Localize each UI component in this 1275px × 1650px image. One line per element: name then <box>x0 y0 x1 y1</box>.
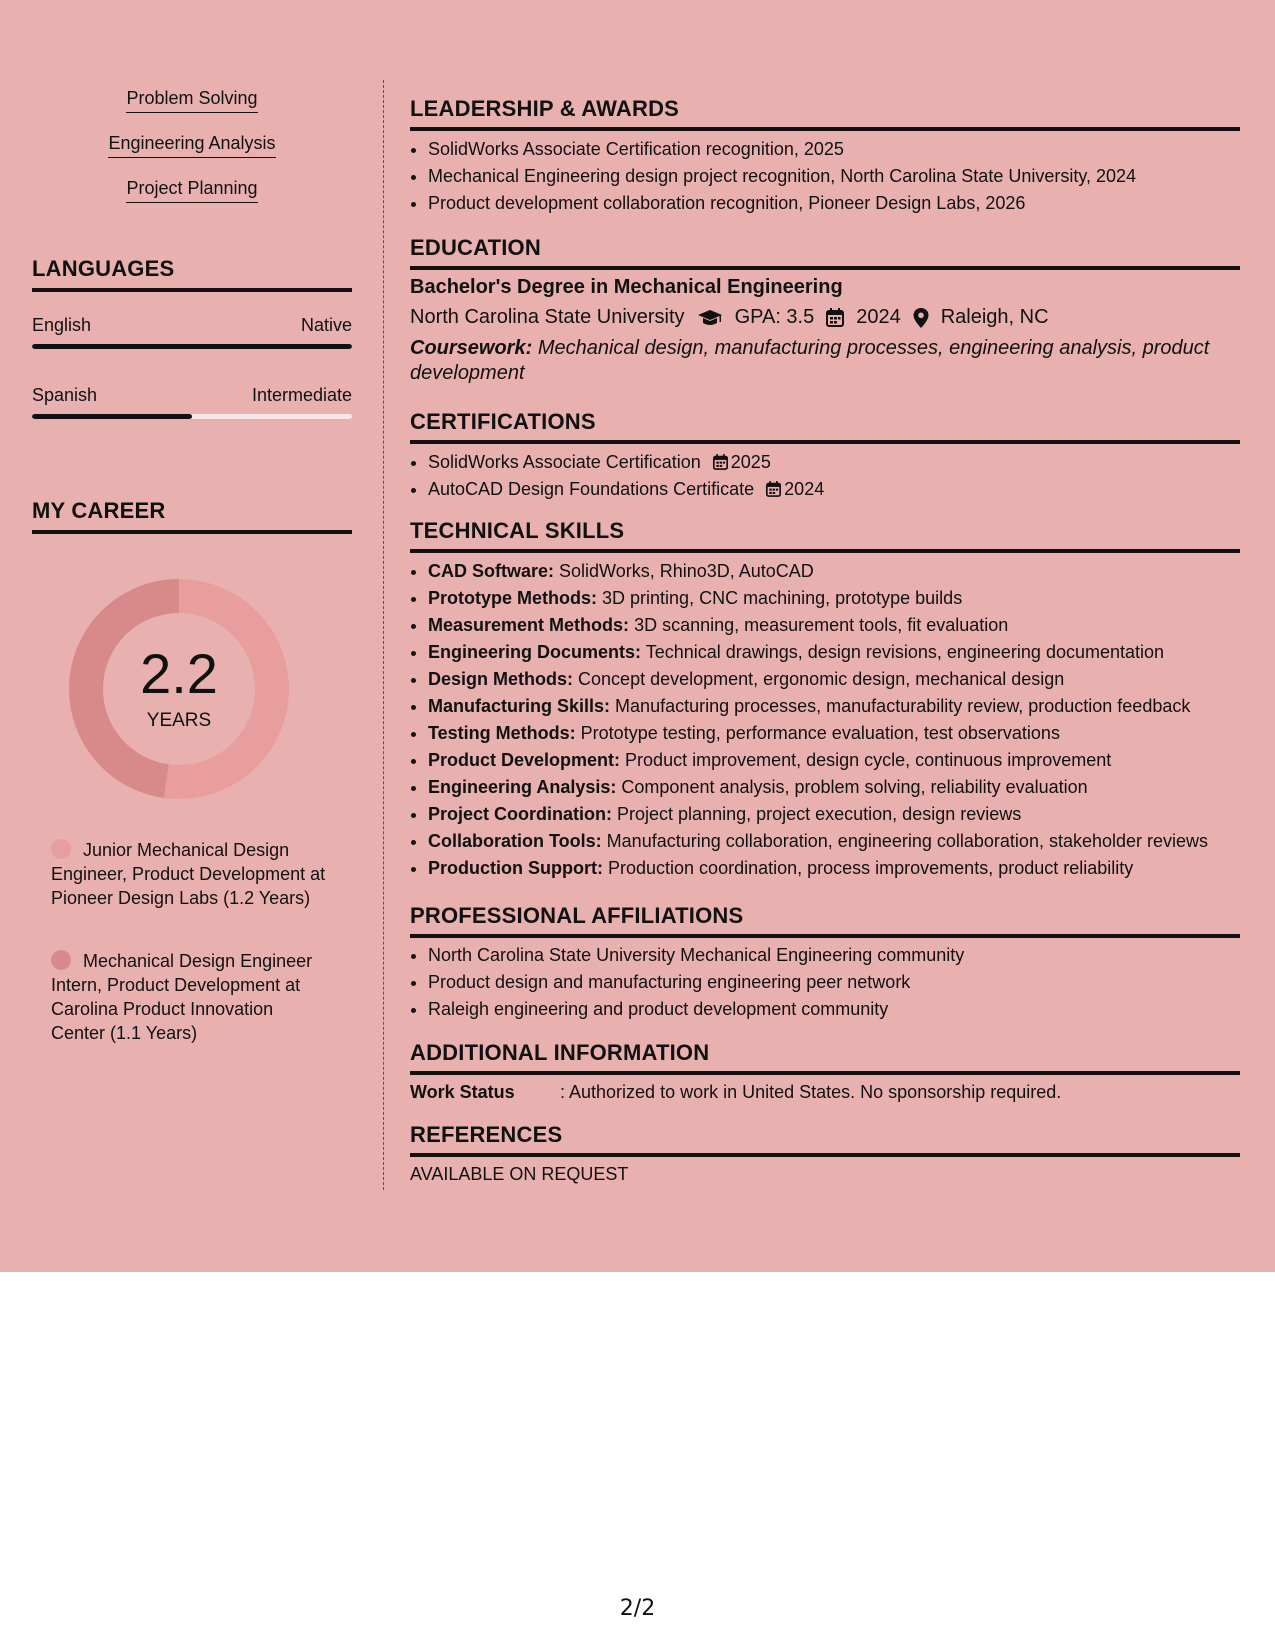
skill-value: Production coordination, process improvements, product reliability <box>608 858 1134 878</box>
list-item <box>428 558 1240 585</box>
skill-label: Testing Methods: <box>428 723 576 743</box>
list-item: • Product design and manufacturing engineering peer network <box>428 969 1240 996</box>
skill-value: Project planning, project execution, design reviews <box>617 804 1022 824</box>
language-level: Native <box>300 315 352 335</box>
education-heading: EDUCATION <box>410 235 1240 270</box>
list-item <box>428 693 1240 720</box>
list-item <box>428 720 1240 747</box>
page-number: 2/2 <box>619 1596 656 1621</box>
list-item <box>428 585 1240 612</box>
list-item <box>428 828 1240 855</box>
skill-tag <box>32 178 352 203</box>
education-gpa: GPA: 3.5 <box>734 306 815 328</box>
skill-value: Manufacturing processes, manufacturability review, production feedback <box>615 696 1191 716</box>
skill-label: Measurement Methods: <box>428 615 630 635</box>
skill-value: 3D printing, CNC machining, prototype builds <box>602 588 963 608</box>
language-level: Intermediate <box>251 385 352 405</box>
list-item: • Mechanical Engineering design project recognition, North Carolina State University, 2024 <box>428 163 1240 190</box>
list-item: • Raleigh engineering and product development community <box>428 996 1240 1023</box>
affiliations-list <box>410 942 1240 1023</box>
certification-year: 2025 <box>730 452 771 472</box>
education-year: 2024 <box>856 306 901 328</box>
language-bar <box>32 344 352 349</box>
list-item <box>428 801 1240 828</box>
skill-value: 3D scanning, measurement tools, fit evaluation <box>634 615 1009 635</box>
certifications-heading: CERTIFICATIONS <box>410 409 1240 444</box>
skill-value: Manufacturing collaboration, engineering collaboration, stakeholder reviews <box>606 831 1209 851</box>
skill-value: SolidWorks, Rhino3D, AutoCAD <box>559 561 814 581</box>
list-item <box>428 666 1240 693</box>
education-meta <box>410 306 1049 329</box>
list-item <box>428 774 1240 801</box>
language-bar-fill <box>32 414 192 419</box>
career-legend-dot <box>51 839 71 859</box>
calendar-icon <box>713 454 728 470</box>
skill-value: Technical drawings, design revisions, engineering documentation <box>645 642 1165 662</box>
skill-value: Prototype testing, performance evaluation, test observations <box>580 723 1060 743</box>
languages-heading: LANGUAGES <box>32 256 352 292</box>
skill-label: Manufacturing Skills: <box>428 696 611 716</box>
list-item <box>428 612 1240 639</box>
calendar-icon <box>766 481 781 497</box>
skill-value: Concept development, ergonomic design, mechanical design <box>578 669 1065 689</box>
calendar-icon <box>826 308 844 327</box>
column-divider <box>383 80 384 1190</box>
list-item <box>428 449 1240 476</box>
certification-name: SolidWorks Associate Certification <box>428 452 701 472</box>
career-total-unit: YEARS <box>146 710 212 731</box>
skill-label: Product Development: <box>428 750 621 770</box>
technical-skills-list <box>410 558 1240 882</box>
skill-tag-label: Problem Solving <box>126 88 257 113</box>
skill-label: Design Methods: <box>428 669 574 689</box>
skill-label: Production Support: <box>428 858 603 878</box>
career-item <box>51 838 331 910</box>
work-status <box>410 1082 1061 1103</box>
education-school: North Carolina State University <box>410 306 685 328</box>
list-item <box>428 855 1240 882</box>
skill-tag-label: Engineering Analysis <box>108 133 275 158</box>
career-legend-dot <box>51 950 71 970</box>
list-item <box>428 476 1240 503</box>
language-name: Spanish <box>32 385 98 405</box>
additional-info-heading: ADDITIONAL INFORMATION <box>410 1040 1240 1075</box>
skill-tag <box>32 88 352 113</box>
certification-name: AutoCAD Design Foundations Certificate <box>428 479 755 499</box>
skill-label: Collaboration Tools: <box>428 831 602 851</box>
skill-tag <box>32 133 352 158</box>
language-name: English <box>32 315 92 335</box>
career-item-text: Mechanical Design Engineer Intern, Product Development at Carolina Product Innovation Center (1.1 Years) <box>51 951 313 1043</box>
language-row <box>32 385 352 406</box>
language-bar <box>32 414 352 419</box>
language-row <box>32 315 352 336</box>
career-total-value: 2.2 <box>140 642 218 705</box>
leadership-list <box>410 136 1240 217</box>
coursework-label: Coursework: <box>410 337 533 359</box>
skill-value: Component analysis, problem solving, reliability evaluation <box>621 777 1088 797</box>
skill-label: Engineering Analysis: <box>428 777 617 797</box>
career-heading: MY CAREER <box>32 498 352 534</box>
leadership-heading: LEADERSHIP & AWARDS <box>410 96 1240 131</box>
location-pin-icon <box>913 308 929 328</box>
references-heading: REFERENCES <box>410 1122 1240 1157</box>
technical-skills-heading: TECHNICAL SKILLS <box>410 518 1240 553</box>
affiliations-heading: PROFESSIONAL AFFILIATIONS <box>410 903 1240 938</box>
skill-value: Product improvement, design cycle, continuous improvement <box>625 750 1112 770</box>
work-status-label: Work Status <box>410 1082 515 1102</box>
career-item <box>51 949 331 1045</box>
certification-year: 2024 <box>784 479 825 499</box>
certifications-list <box>410 449 1240 503</box>
skill-label: Project Coordination: <box>428 804 612 824</box>
list-item <box>428 639 1240 666</box>
education-location: Raleigh, NC <box>940 306 1049 328</box>
coursework-text: Mechanical design, manufacturing processes, engineering analysis, product development <box>410 337 1210 384</box>
list-item: • SolidWorks Associate Certification recognition, 2025 <box>428 136 1240 163</box>
work-status-value: : Authorized to work in United States. No sponsorship required. <box>560 1082 1062 1102</box>
skill-label: Prototype Methods: <box>428 588 597 608</box>
education-coursework <box>410 336 1240 386</box>
graduation-cap-icon <box>697 309 723 327</box>
language-bar-fill <box>32 344 352 349</box>
skill-tag-label: Project Planning <box>126 178 257 203</box>
skill-label: Engineering Documents: <box>428 642 642 662</box>
list-item <box>428 747 1240 774</box>
list-item: • North Carolina State University Mechanical Engineering community <box>428 942 1240 969</box>
references-text: AVAILABLE ON REQUEST <box>410 1164 629 1184</box>
list-item: • Product development collaboration recognition, Pioneer Design Labs, 2026 <box>428 190 1240 217</box>
education-degree: Bachelor's Degree in Mechanical Engineering <box>410 276 843 298</box>
skill-label: CAD Software: <box>428 561 555 581</box>
career-item-text: Junior Mechanical Design Engineer, Product Development at Pioneer Design Labs (1.2 Years) <box>51 840 326 908</box>
